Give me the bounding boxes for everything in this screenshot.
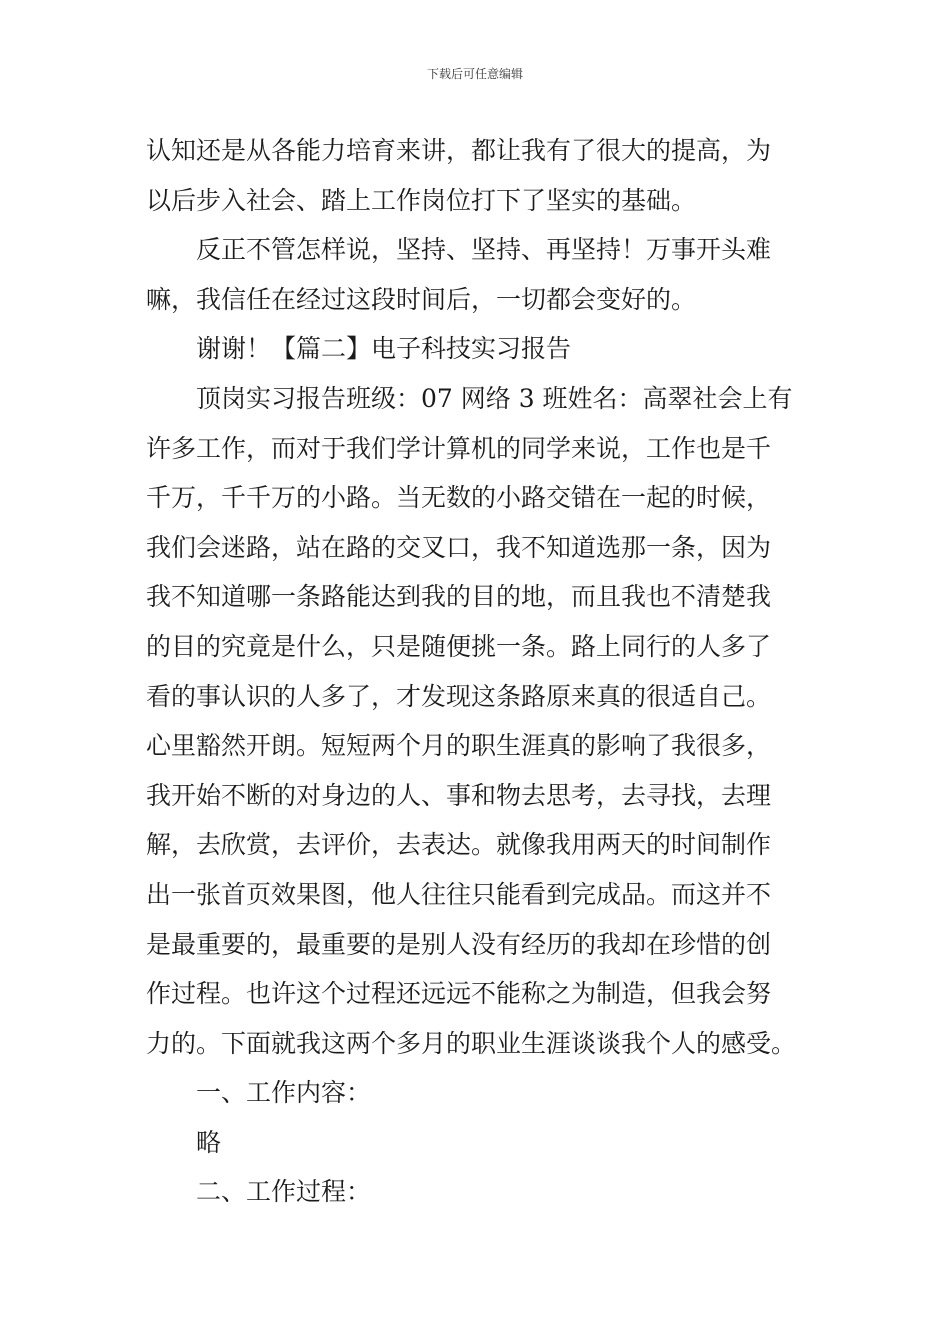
paragraph-line: 许多工作，而对于我们学计算机的同学来说，工作也是千 (146, 433, 772, 463)
paragraph-line: 作过程。也许这个过程还远远不能称之为制造，但我会努 (146, 979, 772, 1009)
paragraph-line: 反正不管怎样说，坚持、坚持、再坚持！万事开头难 (196, 235, 772, 265)
section-heading-line: 谢谢！【篇二】电子科技实习报告 (196, 334, 572, 364)
section-heading-line: 二、工作过程： (196, 1177, 372, 1207)
paragraph-line: 我开始不断的对身边的人、事和物去思考，去寻找，去理 (146, 780, 772, 810)
paragraph-line: 心里豁然开朗。短短两个月的职生涯真的影响了我很多， (146, 731, 772, 761)
paragraph-line: 略 (196, 1127, 222, 1157)
section-heading-line: 一、工作内容： (196, 1078, 372, 1108)
paragraph-line: 认知还是从各能力培育来讲，都让我有了很大的提高，为 (146, 136, 772, 165)
paragraph-line: 顶岗实习报告班级：07 网络 3 班姓名：高翠社会上有 (196, 383, 793, 413)
paragraph-line: 嘛，我信任在经过这段时间后，一切都会变好的。 (146, 284, 697, 314)
page-header: 下载后可任意编辑 (426, 67, 523, 81)
paragraph-line: 以后步入社会、踏上工作岗位打下了坚实的基础。 (146, 185, 697, 215)
paragraph-line: 千万，千千万的小路。当无数的小路交错在一起的时候， (146, 483, 772, 513)
paragraph-line: 力的。下面就我这两个多月的职业生涯谈谈我个人的感受。 (146, 1028, 797, 1058)
paragraph-line: 出一张首页效果图，他人往往只能看到完成品。而这并不 (146, 879, 772, 909)
paragraph-line: 我不知道哪一条路能达到我的目的地，而且我也不清楚我 (146, 582, 772, 612)
paragraph-line: 我们会迷路，站在路的交叉口，我不知道选那一条，因为 (146, 532, 772, 562)
paragraph-line: 解，去欣赏，去评价，去表达。就像我用两天的时间制作 (146, 830, 772, 860)
paragraph-line: 是最重要的，最重要的是别人没有经历的我却在珍惜的创 (146, 929, 772, 959)
document-body (146, 126, 806, 1217)
paragraph-line: 的目的究竟是什么，只是随便挑一条。路上同行的人多了 (146, 631, 772, 661)
paragraph-line: 看的事认识的人多了，才发现这条路原来真的很适自己。 (146, 681, 772, 711)
